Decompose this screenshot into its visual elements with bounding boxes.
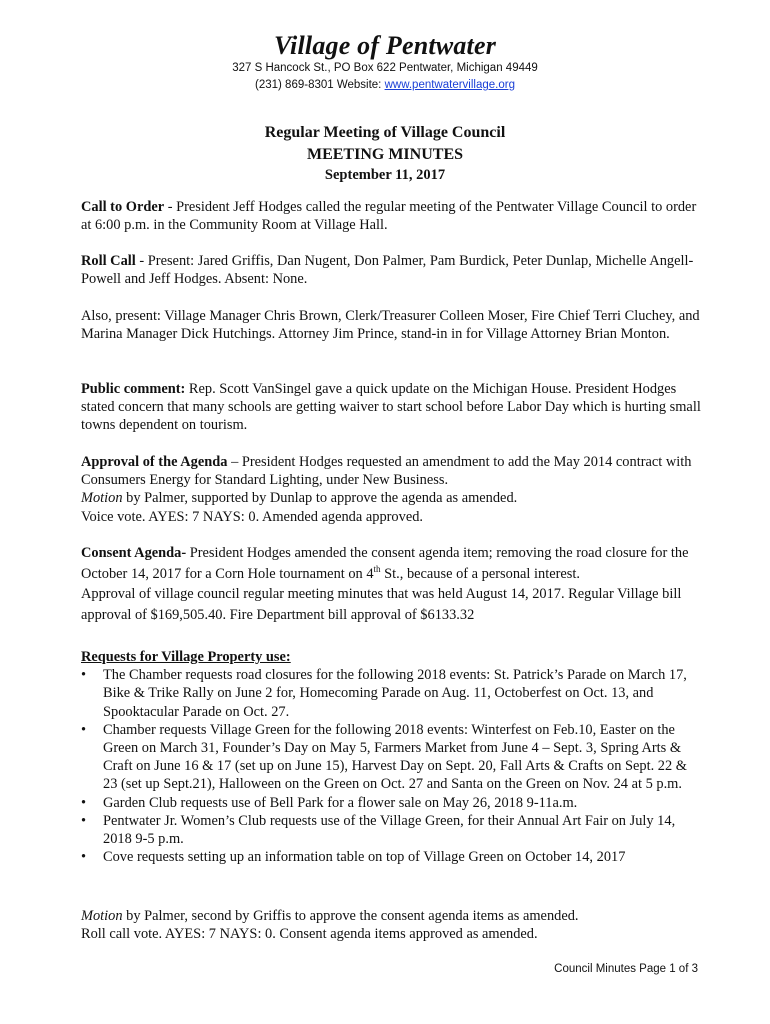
consent-sup: th — [373, 563, 381, 574]
consent-motion-text: by Palmer, second by Griffis to approve the consent agenda items as amended. — [122, 908, 579, 924]
call-to-order-label: Call to Order — [81, 199, 165, 215]
roll-call-label: Roll Call — [81, 253, 136, 269]
request-text: Chamber requests Village Green for the following 2018 events: Winterfest on Feb.10, Easter on the Green on March 31, Founder’s Day on May 5, Farmers Market from June 4 – Sept. 3, Spring Arts & Craft on June 16 & 17 (set up on June 15), Harvest Day on Sept. 20, Fall Arts & Crafts on Sept. 22 & 23 (set up Sept.21), Halloween on the Green on Oct. 27 and Santa on the Green on Nov. 24 at 5 p.m. — [103, 721, 687, 793]
roll-call-paragraph — [81, 252, 701, 288]
agenda-text: – President Hodges requested an amendment to add the May 2014 contract with Consumers Energy for Standard Lighting, under New Business. — [81, 454, 692, 489]
consent-intro — [81, 543, 701, 584]
bullet: • — [81, 667, 87, 684]
requests-list — [81, 666, 701, 866]
request-text: Garden Club requests use of Bell Park for a flower sale on May 26, 2018 9-11a.m. — [103, 794, 578, 811]
consent-motion-paragraph — [81, 907, 701, 943]
minutes-heading: MEETING MINUTES — [306, 146, 464, 163]
consent-motion-label: Motion — [81, 908, 123, 924]
bullet: • — [81, 849, 87, 866]
agenda-motion-text: by Palmer, supported by Dunlap to approve the agenda as amended. — [122, 490, 518, 507]
meeting-date: September 11, 2017 — [324, 167, 446, 183]
meeting-type-heading: Regular Meeting of Village Council — [264, 124, 506, 141]
consent-motion-line — [81, 907, 701, 925]
list-item — [81, 848, 701, 866]
consent-text-1: President Hodges amended the consent agenda item; removing the road closure for the October 14, 2017 for a Corn Hole tournament on 4 — [81, 545, 689, 582]
bullet: • — [81, 794, 87, 811]
agenda-text-line — [81, 453, 701, 489]
also-present-paragraph: Also, present: Village Manager Chris Brown, Clerk/Treasurer Colleen Moser, Fire Chief Terri Cluchey, and Marina Manager Dick Hutchings. Attorney Jim Prince, stand-in in for Village Attorney Brian Monton. — [81, 308, 700, 343]
contact-line — [0, 79, 770, 91]
request-text: The Chamber requests road closures for the following 2018 events: St. Patrick’s Parade on March 17, Bike & Trike Rally on June 2 for, Homecoming Parade on Aug. 11, Octoberfest on Oct. 13, and Spooktacular Parade on Oct. 27. — [103, 667, 687, 720]
phone-website-text: (231) 869-8301 Website: — [255, 79, 385, 91]
requests-section — [81, 648, 701, 866]
consent-approval: Approval of village council regular meeting minutes that was held August 14, 2017. Regular Village bill approval of $169,505.40. Fire Department bill approval of $6133.32 — [81, 586, 682, 623]
public-comment-text: Rep. Scott VanSingel gave a quick update on the Michigan House. President Hodges stated concern that many schools are getting waiver to start school before Labor Day which is hurting small towns dependent on tourism. — [81, 381, 701, 434]
call-to-order-text: - President Jeff Hodges called the regular meeting of the Pentwater Village Council to order at 6:00 p.m. in the Community Room at Village Hall. — [81, 199, 697, 234]
public-comment-label: Public comment: — [81, 381, 186, 397]
agenda-vote-line: Voice vote. AYES: 7 NAYS: 0. Amended agenda approved. — [81, 508, 424, 525]
consent-vote-line: Roll call vote. AYES: 7 NAYS: 0. Consent agenda items approved as amended. — [81, 926, 538, 943]
address-line: 327 S Hancock St., PO Box 622 Pentwater, Michigan 49449 — [232, 62, 538, 74]
consent-agenda-paragraph — [81, 543, 701, 625]
consent-text-2: St., because of a personal interest. — [380, 565, 580, 582]
list-item — [81, 666, 701, 721]
agenda-paragraph — [81, 453, 701, 526]
bullet: • — [81, 812, 87, 829]
bullet: • — [81, 721, 87, 738]
consent-label: Consent Agenda- — [81, 545, 187, 561]
call-to-order-paragraph — [81, 198, 701, 234]
roll-call-text: - Present: Jared Griffis, Dan Nugent, Don Palmer, Pam Burdick, Peter Dunlap, Michelle Angell-Powell and Jeff Hodges. Absent: None. — [81, 253, 694, 288]
public-comment-paragraph — [81, 380, 701, 435]
website-link[interactable]: www.pentwatervillage.org — [384, 79, 515, 91]
list-item — [81, 794, 701, 812]
requests-heading: Requests for Village Property use: — [81, 649, 291, 665]
agenda-motion-label: Motion — [81, 490, 123, 507]
request-text: Pentwater Jr. Women’s Club requests use of the Village Green, for their Annual Art Fair on July 14, 2018 9-5 p.m. — [103, 812, 676, 848]
list-item — [81, 721, 701, 794]
list-item — [81, 812, 701, 848]
village-title: Village of Pentwater — [273, 31, 497, 60]
agenda-label: Approval of the Agenda — [81, 454, 228, 470]
request-text: Cove requests setting up an information table on top of Village Green on October 14, 2017 — [103, 849, 626, 866]
agenda-motion-line — [81, 489, 701, 507]
page-footer: Council Minutes Page 1 of 3 — [554, 963, 698, 975]
